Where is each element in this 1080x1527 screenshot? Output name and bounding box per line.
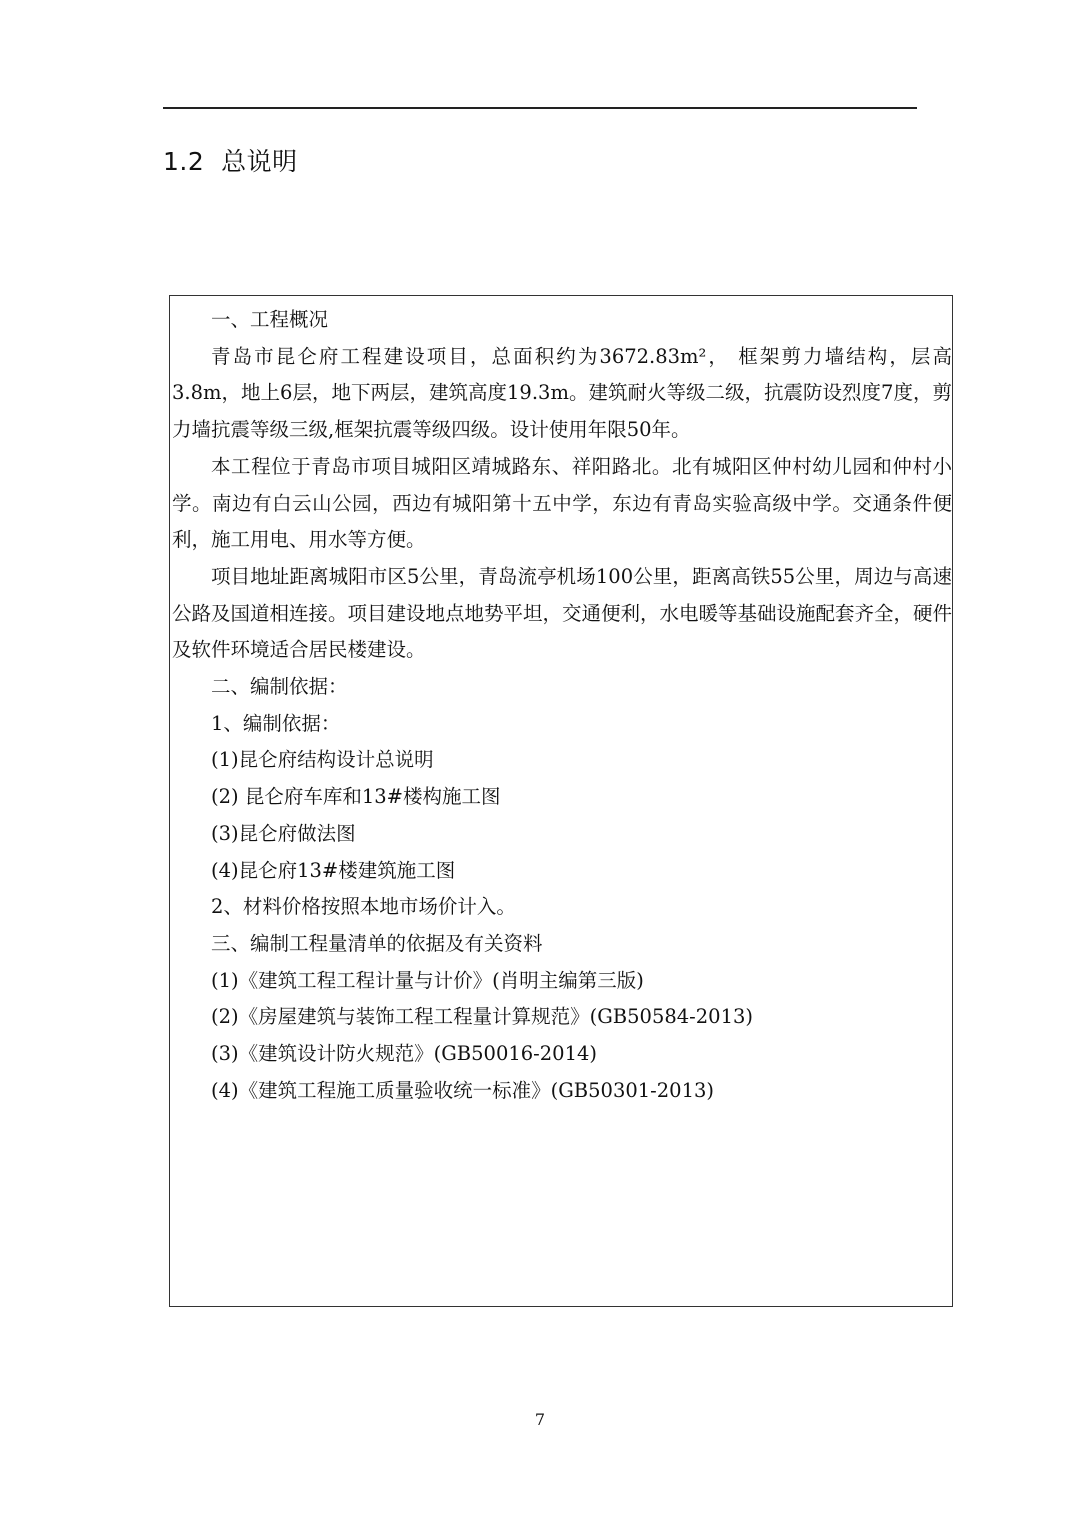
reference-item-1: (1)《建筑工程工程计量与计价》(肖明主编第三版): [211, 968, 644, 992]
overview-paragraph-3: 项目地址距离城阳市区5公里，青岛流亭机场100公里，距离高铁55公里，周边与高速公路及国道相连接。项目建设地点地势平坦，交通便利，水电暖等基础设施配套齐全，硬件及软件环境适合居民楼建设。: [172, 564, 953, 662]
basis-subsection-2: 2、材料价格按照本地市场价计入。: [211, 895, 516, 919]
basis-item-1: (1)昆仑府结构设计总说明: [211, 748, 434, 772]
reference-item-4: (4)《建筑工程施工质量验收统一标准》(GB50301-2013): [211, 1078, 714, 1102]
section-number: 1.2: [163, 147, 205, 176]
overview-paragraph-1: 青岛市昆仑府工程建设项目，总面积约为3672.83m²， 框架剪力墙结构，层高3.8m，地上6层，地下两层，建筑高度19.3m。建筑耐火等级二级，抗震防设烈度7度，剪力墙抗震等级三级,框架抗震等级四级。设计使用年限50年。: [172, 344, 952, 442]
reference-item-3: (3)《建筑设计防火规范》(GB50016-2014): [211, 1042, 597, 1066]
basis-title: 二、编制依据：: [211, 675, 348, 699]
description-content: [172, 302, 952, 1109]
basis-item-3: (3)昆仑府做法图: [211, 821, 356, 845]
overview-title: 一、工程概况: [211, 308, 329, 331]
basis-item-2: (2) 昆仑府车库和13#楼构施工图: [211, 785, 501, 809]
overview-paragraph-2: 本工程位于青岛市项目城阳区靖城路东、祥阳路北。北有城阳区仲村幼儿园和仲村小学。南边有白云山公园，西边有城阳第十五中学，东边有青岛实验高级中学。交通条件便利，施工用电、用水等方便。: [172, 454, 952, 552]
references-title: 三、编制工程量清单的依据及有关资料: [211, 931, 543, 955]
section-title: 总说明: [221, 147, 298, 176]
reference-item-2: (2)《房屋建筑与装饰工程工程量计算规范》(GB50584-2013): [211, 1005, 753, 1029]
description-box: [169, 295, 953, 1307]
section-heading: [163, 142, 298, 178]
basis-subsection-1-title: 1、编制依据：: [211, 711, 341, 735]
basis-item-4: (4)昆仑府13#楼建筑施工图: [211, 858, 456, 882]
header-rule: [163, 107, 917, 109]
page-number: 7: [534, 1410, 546, 1429]
